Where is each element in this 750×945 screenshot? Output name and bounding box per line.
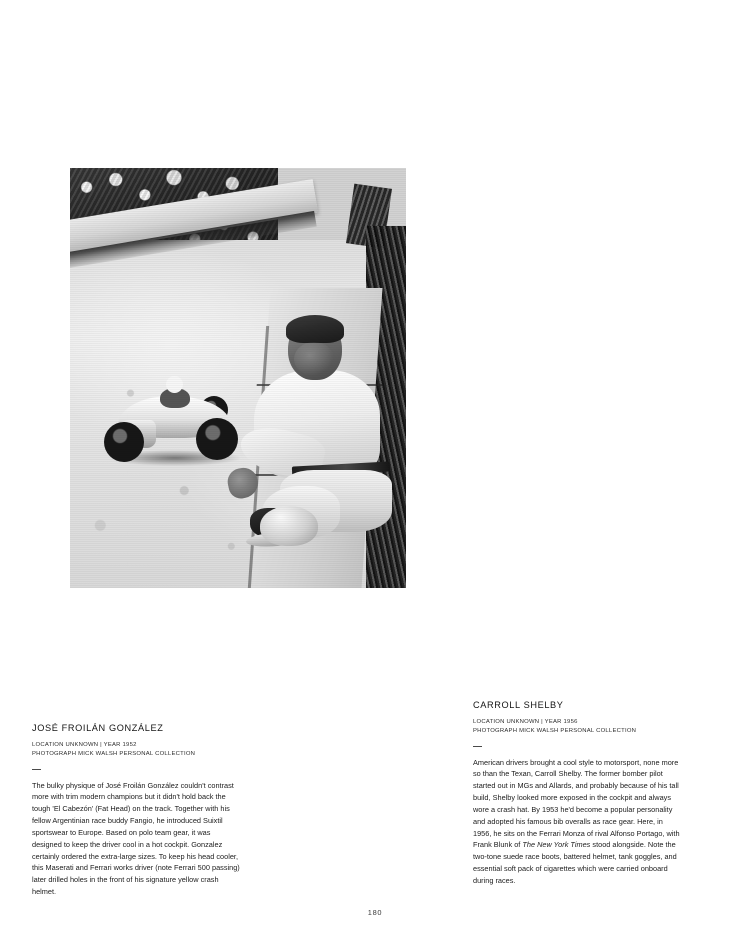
caption-body-text: The bulky physique of José Froilán González couldn't contrast more with trim modern champions but it didn't hold back the tough 'El Cabezón' (Fat Head) on the track. Together with his fellow Argentinian race buddy Fangio, he introduced Suixtil sportswear to Europe. Based on polo team gear, it was designed to keep the driver cool in a hot cockpit. Gonzalez certainly ordered the extra-large sizes. To keep his head cooler, this Maserati and Ferrari works driver (note Ferrari 500 passing) later drilled holes in the front of his signature yellow crash helmet. (32, 780, 240, 896)
caption-photograph-credit: PHOTOGRAPH MICK WALSH PERSONAL COLLECTION (473, 728, 637, 735)
caption-title: JOSÉ FROILÁN GONZÁLEZ (32, 723, 164, 733)
photo-racing-car (104, 374, 244, 466)
caption-location-year: LOCATION UNKNOWN | YEAR 1956 (473, 718, 578, 725)
photo-car-wheel (196, 418, 238, 460)
caption-divider (473, 746, 482, 747)
photograph-figure (70, 168, 406, 588)
caption-meta (473, 718, 681, 737)
caption-body-italic-title: The New York Times (522, 840, 591, 850)
caption-divider (32, 769, 41, 770)
photograph-image (70, 168, 406, 588)
caption-body-part-two: stood alongside. Note the two-tone suede race boots, battered helmet, tank goggles, and essential soft pack of cigarettes which were carried onboard during races. (473, 840, 677, 885)
photo-car-driver-helmet (166, 376, 183, 393)
photo-crouching-driver (244, 318, 394, 588)
page-number: 180 (367, 908, 383, 917)
caption-body-part-one: American drivers brought a cool style to motorsport, none more so than the Texan, Carroll Shelby. The former bomber pilot started out in MGs and Allards, and probably because of his tall build, Shelby looked more exposed in the cockpit and always wore a crash hat. By 1953 he'd become a popular personality and adopted his famous bib overalls as race gear. Here, in 1956, he sits on the Ferrari Monza of rival Alfonso Portago, with Frank Blunk of (473, 757, 680, 850)
photo-car-wheel (104, 422, 144, 462)
photo-driver-face (294, 342, 334, 376)
photo-crash-helmet (260, 506, 318, 546)
caption-block-carroll-shelby (473, 700, 681, 887)
caption-photograph-credit: PHOTOGRAPH MICK WALSH PERSONAL COLLECTION (32, 751, 196, 758)
photo-driver-hair (286, 315, 344, 343)
caption-block-jose-froilan-gonzalez (32, 723, 240, 898)
caption-title: CARROLL SHELBY (473, 700, 564, 710)
caption-body-text (473, 757, 681, 887)
caption-location-year: LOCATION UNKNOWN | YEAR 1952 (32, 741, 137, 748)
caption-meta (32, 741, 240, 760)
